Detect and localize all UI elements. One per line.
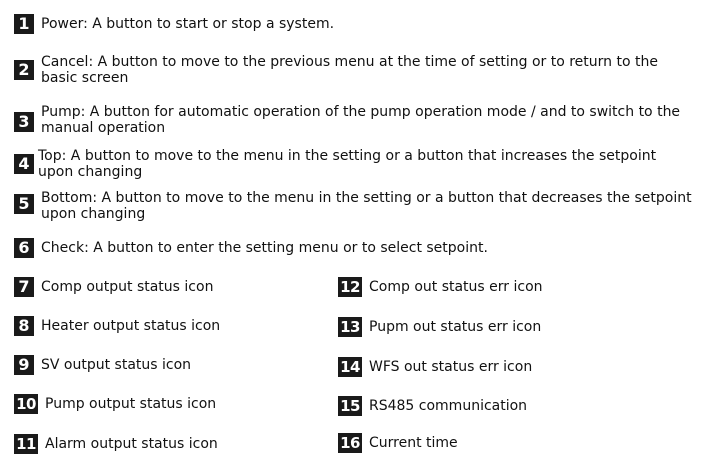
number-badge: 4 [14, 154, 34, 174]
legend-item-14 [338, 357, 532, 377]
legend-item-2: 2 Cancel: A button to move to the previous menu at the time of setting or to return to the basic screen [14, 54, 658, 86]
legend-description: A button for automatic operation of the pump operation mode / and to switch to the manual operation [41, 104, 681, 136]
number-badge: 5 [14, 194, 34, 214]
number-badge: 10 [14, 394, 38, 414]
legend-item-6: 6 Check: A button to enter the setting menu or to select setpoint. [14, 238, 488, 258]
legend-label: Comp output status icon [41, 279, 214, 295]
legend-label: WFS out status err icon [369, 359, 533, 375]
legend-item-11 [14, 434, 218, 454]
number-badge: 9 [14, 355, 34, 375]
number-badge: 6 [14, 238, 34, 258]
legend-item-1: 1 Power: A button to start or stop a system. [14, 14, 334, 34]
legend-item-13 [338, 317, 541, 337]
legend-item-10 [14, 394, 216, 414]
number-badge: 16 [338, 433, 362, 453]
legend-item-4: 4 Top: A button to move to the menu in the setting or a button that increases the setpoint upon changing [14, 148, 656, 180]
number-badge: 11 [14, 434, 38, 454]
legend-label: Comp out status err icon [369, 279, 543, 295]
number-badge: 1 [14, 14, 34, 34]
legend-term: Power [41, 16, 84, 32]
number-badge: 2 [14, 60, 34, 80]
legend-item-9 [14, 355, 191, 375]
number-badge: 12 [338, 277, 362, 297]
legend-term: Check [41, 240, 85, 256]
legend-label: Current time [369, 435, 458, 451]
legend-item-3: 3 Pump: A button for automatic operation of the pump operation mode / and to switch to the manual operation [14, 104, 680, 136]
legend-item-16 [338, 433, 458, 453]
legend-label: Alarm output status icon [45, 436, 218, 452]
number-badge: 14 [338, 357, 362, 377]
legend-item-5: 5 Bottom: A button to move to the menu in the setting or a button that decreases the setpoint upon changing [14, 190, 692, 222]
legend-term: Bottom [41, 190, 93, 206]
legend-description: A button to move to the menu in the setting or a button that decreases the setpoint upon changing [41, 190, 692, 222]
number-badge: 3 [14, 112, 34, 132]
legend-term: Pump [41, 104, 81, 120]
number-badge: 7 [14, 277, 34, 297]
legend-label: SV output status icon [41, 357, 192, 373]
legend-label: Heater output status icon [41, 318, 221, 334]
legend-label: Pump output status icon [45, 396, 217, 412]
legend-item-8 [14, 316, 220, 336]
legend-term: Top [38, 148, 62, 164]
legend-label: RS485 communication [369, 398, 528, 414]
legend-item-12 [338, 277, 543, 297]
legend-description: A button to enter the setting menu or to select setpoint. [93, 240, 488, 256]
number-badge: 15 [338, 396, 362, 416]
legend-label: Pupm out status err icon [369, 319, 542, 335]
legend-item-15 [338, 396, 527, 416]
number-badge: 13 [338, 317, 362, 337]
legend-term: Cancel [41, 54, 89, 70]
legend-description: A button to move to the menu in the setting or a button that increases the setpoint upon changing [38, 148, 657, 180]
number-badge: 8 [14, 316, 34, 336]
legend-description: A button to move to the previous menu at the time of setting or to return to the basic screen [41, 54, 658, 86]
legend-item-7 [14, 277, 213, 297]
legend-description: A button to start or stop a system. [92, 16, 335, 32]
